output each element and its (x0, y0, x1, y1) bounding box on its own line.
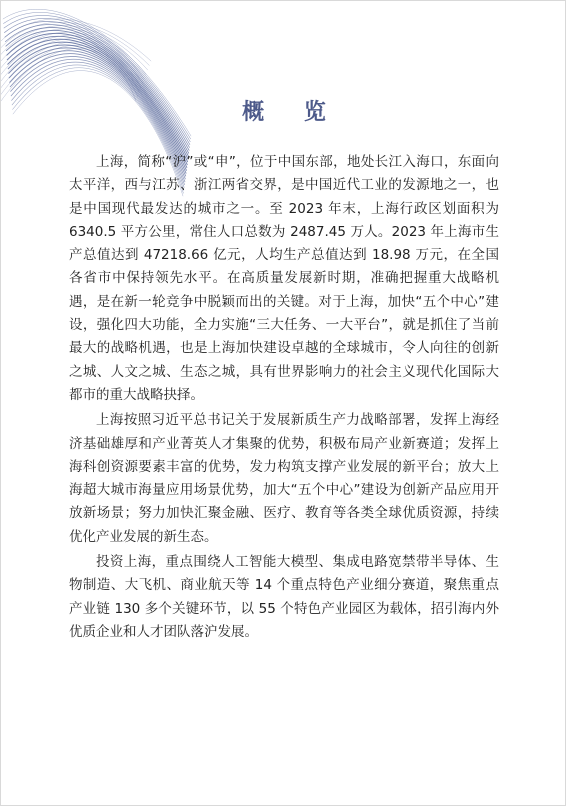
paragraph-new-productivity: 上海按照习近平总书记关于发展新质生产力战略部署，发挥上海经济基础雄厚和产业菁英人才集聚的优势，积极布局产业新赛道；发挥上海科创资源要素丰富的优势，发力构筑支撑产业发展的新平台；放大上海超大城市海量应用场景优势，加大“五个中心”建设为创新产品应用开放新场景；努力加快汇聚金融、医疗、教育等各类全球优质资源，持续优化产业发展的新生态。 (69, 412, 499, 545)
swirl-line (1, 26, 148, 70)
page-title: 概 览 (242, 100, 342, 125)
body-text (69, 151, 499, 646)
paragraph-overview: 上海，简称“沪”或“申”，位于中国东部，地处长江入海口，东面向太平洋，西与江苏、浙江两省交界，是中国近代工业的发源地之一，也是中国现代最发达的城市之一。至 2023 年末，上海行政区划面积为 6340.5 平方公里，常住人口总数为 2487.45 万人。2023 年上海市生产总值达到 47218.66 亿元，人均生产总值达到 18.98 万元，在全国各省市中保持领先水平。在高质量发展新时期，准确把握重大战略机遇，是在新一轮竞争中脱颖而出的关键。对于上海，加快“五个中心”建设，强化四大功能，全力实施“三大任务、一大平台”，就是抓住了当前最大的战略机遇，也是上海加快建设卓越的全球城市，令人向往的创新之城、人文之城、生态之城，具有世界影响力的社会主义现代化国际大都市的重大战略抉择。 (69, 154, 499, 403)
paragraph-invest-shanghai: 投资上海，重点围绕人工智能大模型、集成电路宽禁带半导体、生物制造、大飞机、商业航天等 14 个重点特色产业细分赛道，聚焦重点产业链 130 多个关键环节，以 55 个特色产业园区为载体，招引海内外优质企业和人才团队落沪发展。 (69, 554, 499, 640)
swirl-line (5, 21, 190, 147)
